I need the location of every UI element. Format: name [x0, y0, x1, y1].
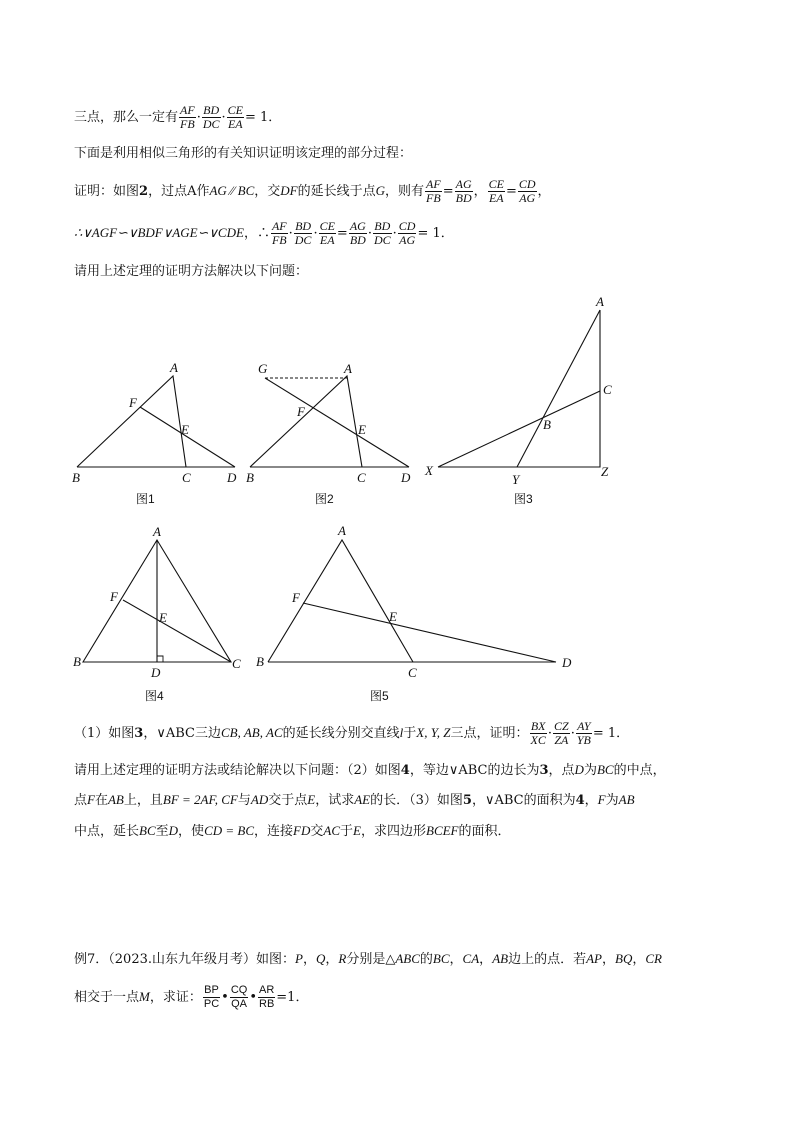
- fraction-ce-ea-2: $\frac{CE}{EA}$: [488, 177, 504, 205]
- question-2-line-2: 点F在AB上，且BF = 2AF, CF与AD交于点E，试求AE的长．（3）如图5，∨ABC的面积为4，F为AB: [74, 792, 635, 808]
- fraction-cq-qa: $\frac{CQ}{QA}$: [230, 984, 248, 1010]
- question-1: （1）如图3，∨ABC三边CB, AB, AC的延长线分别交直线l于X, Y, Z三点，证明： $\frac{BX}{XC}$ · $\frac{CZ}{ZA}$ · $\frac{AY}{YB}$ = 1．: [74, 719, 630, 747]
- fraction-ag-bd: $\frac{AG}{BD}$: [455, 177, 472, 205]
- figure-3: [438, 310, 600, 467]
- para-5: 请用上述定理的证明方法解决以下问题：: [74, 264, 309, 279]
- fig4-label-d: D: [151, 665, 161, 680]
- fig3-label-x: X: [425, 463, 433, 478]
- fig2-label-e: E: [358, 422, 366, 437]
- fraction-bp-pc: $\frac{BP}{PC}$: [203, 984, 220, 1010]
- example-7-line-1: 例7．（2023.山东九年级月考）如图：P，Q，R分别是△ABC的BC，CA，AB边上的点．若AP，BQ，CR: [74, 951, 662, 967]
- figure-5: [268, 540, 556, 662]
- fraction-ar-rb: $\frac{AR}{RB}$: [259, 984, 275, 1010]
- fraction-ce-ea: $\frac{CE}{EA}$: [227, 103, 243, 131]
- fig5-label-a: A: [338, 523, 346, 538]
- fig2-caption: 图2: [315, 492, 334, 506]
- question-3-line: 中点，延长BC至D，使CD = BC，连接FD交AC于E，求四边形BCEF的面积．: [74, 823, 511, 839]
- fig1-label-b: B: [72, 470, 80, 485]
- figure-1: [77, 376, 235, 467]
- fig4-label-a: A: [153, 524, 161, 539]
- fig2-label-g: G: [258, 361, 268, 376]
- fig1-caption: 图1: [136, 492, 155, 506]
- fig4-label-f: F: [110, 589, 118, 604]
- fig2-label-b: B: [246, 470, 254, 485]
- para-1: 三点，那么一定有 $\frac{AF}{FB}$ · $\frac{BD}{DC}$ · $\frac{CE}{EA}$ = 1．: [74, 103, 282, 131]
- fraction-af-fb-2: $\frac{AF}{FB}$: [426, 177, 441, 205]
- fig5-label-e: E: [389, 609, 397, 624]
- fraction-bd-dc: $\frac{BD}{DC}$: [202, 103, 220, 131]
- fig1-label-e: E: [181, 422, 189, 437]
- para-3: 证明：如图2，过点A作AG ∕∕ BC，交DF的延长线于点G，则有 $\frac{AF}{FB}$ = $\frac{AG}{BD}$ ， $\frac{CE}{EA}$ = $\frac{CD}{AG}$ ，: [74, 177, 551, 205]
- fig1-label-f: F: [129, 395, 137, 410]
- figure-4: [83, 540, 231, 662]
- fig3-label-z: Z: [601, 464, 609, 479]
- para-1-prefix: 三点，那么一定有: [74, 110, 179, 125]
- fig3-label-y: Y: [512, 472, 520, 487]
- fig1-label-d: D: [227, 470, 237, 485]
- fig1-label-a: A: [170, 360, 178, 375]
- fraction-bx-xc: $\frac{BX}{XC}$: [530, 719, 546, 747]
- fraction-af-fb: $\frac{AF}{FB}$: [180, 103, 195, 131]
- fig5-label-d: D: [562, 655, 572, 670]
- fig5-label-f: F: [292, 590, 300, 605]
- fig3-label-b: B: [543, 417, 551, 432]
- fig2-label-f: F: [297, 404, 305, 419]
- question-2-line-1: 请用上述定理的证明方法或结论解决以下问题：（2）如图4，等边∨ABC的边长为3，点D为BC的中点，: [74, 762, 666, 778]
- fig2-label-a: A: [344, 361, 352, 376]
- para-2: 下面是利用相似三角形的有关知识证明该定理的部分过程：: [74, 146, 413, 161]
- para-4: ∴∨AGF∽∨BDF∨AGE∽∨CDE，∴ $\frac{AF}{FB}$ · $\frac{BD}{DC}$ · $\frac{CE}{EA}$ = $\frac{AG}{BD}$ · $\frac{BD}{DC}$ · $\frac{CD}{AG}$ = 1．: [74, 219, 454, 247]
- fig5-label-b: B: [256, 654, 264, 669]
- fig2-label-c: C: [357, 470, 366, 485]
- fig3-caption: 图3: [514, 492, 533, 506]
- fraction-cd-ag: $\frac{CD}{AG}$: [518, 177, 536, 205]
- fig1-label-c: C: [182, 470, 191, 485]
- fig3-label-a: A: [596, 294, 604, 309]
- fig3-label-c: C: [603, 382, 612, 397]
- figure-2: [250, 376, 409, 467]
- example-7-line-2: 相交于一点M，求证： $\frac{BP}{PC}$ • $\frac{CQ}{QA}$ • $\frac{AR}{RB}$ =1．: [74, 984, 309, 1010]
- fig4-label-e: E: [159, 610, 167, 625]
- fig5-caption: 图5: [370, 689, 389, 703]
- fig4-caption: 图4: [145, 689, 164, 703]
- fig4-label-b: B: [73, 654, 81, 669]
- fig5-label-c: C: [408, 665, 417, 680]
- fraction-ay-yb: $\frac{AY}{YB}$: [576, 719, 591, 747]
- fig4-label-c: C: [232, 656, 241, 671]
- fraction-cz-za: $\frac{CZ}{ZA}$: [554, 719, 569, 747]
- fig2-label-d: D: [401, 470, 411, 485]
- para-1-suffix: = 1．: [244, 110, 282, 125]
